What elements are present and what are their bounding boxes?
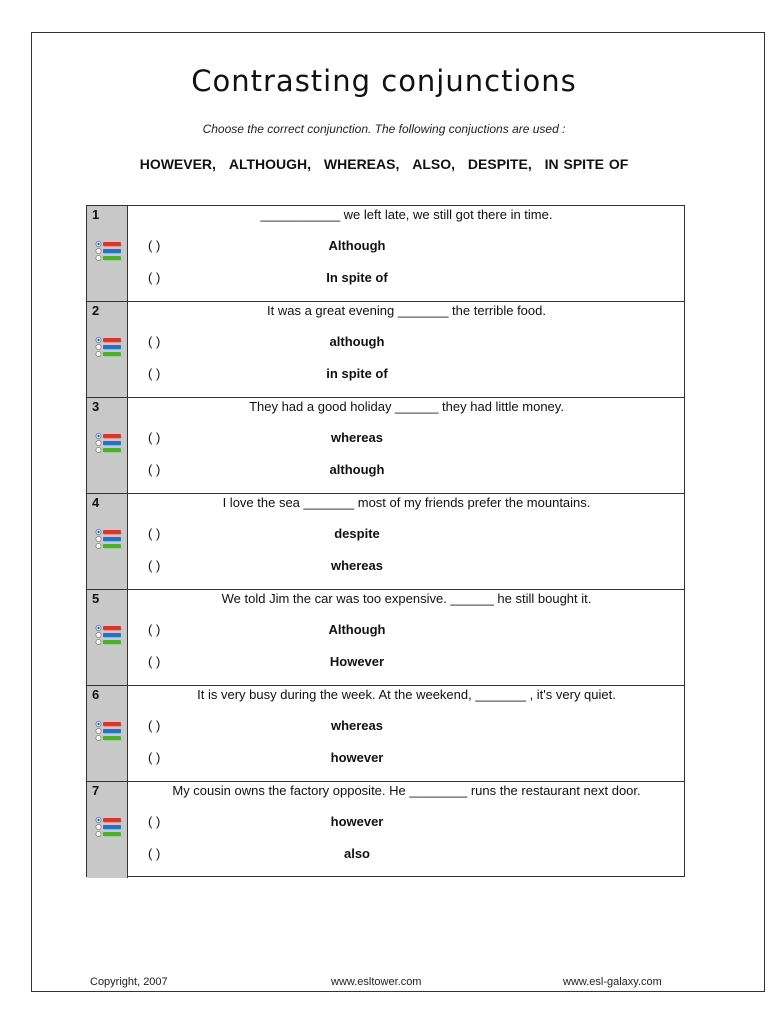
- option-b-radio[interactable]: ( ): [148, 462, 161, 477]
- option-a-label[interactable]: Although: [328, 622, 386, 637]
- question-sentence: It was a great evening _______ the terrible food.: [267, 303, 546, 318]
- conjunction-item: WHEREAS,: [323, 156, 400, 172]
- option-a-label[interactable]: despite: [334, 526, 380, 541]
- multiple-choice-icon: [95, 336, 125, 362]
- question-number: 2: [92, 303, 100, 318]
- multiple-choice-icon: [95, 432, 125, 458]
- multiple-choice-icon: [95, 528, 125, 554]
- question-sentence: They had a good holiday ______ they had little money.: [249, 399, 564, 414]
- question-row: [87, 686, 684, 782]
- option-a-label[interactable]: whereas: [330, 718, 384, 733]
- question-number: 5: [92, 591, 100, 606]
- question-row: [87, 590, 684, 686]
- option-b-radio[interactable]: ( ): [148, 270, 161, 285]
- question-number-cell: [87, 302, 128, 397]
- option-b-radio[interactable]: ( ): [148, 654, 161, 669]
- page-title: Contrasting conjunctions: [191, 64, 577, 98]
- option-b-radio[interactable]: ( ): [148, 366, 161, 381]
- multiple-choice-icon: [95, 624, 125, 650]
- question-row: [87, 302, 684, 398]
- question-number-cell: [87, 494, 128, 589]
- question-number: 7: [92, 783, 100, 798]
- question-sentence: It is very busy during the week. At the weekend, _______ , it's very quiet.: [197, 687, 616, 702]
- question-number: 1: [92, 207, 100, 222]
- option-a-label[interactable]: however: [330, 814, 384, 829]
- option-a-radio[interactable]: ( ): [148, 718, 161, 733]
- question-number: 6: [92, 687, 100, 702]
- option-b-label[interactable]: whereas: [330, 558, 384, 573]
- question-sentence: My cousin owns the factory opposite. He ________ runs the restaurant next door.: [172, 783, 641, 798]
- option-a-radio[interactable]: ( ): [148, 814, 161, 829]
- instruction-text: Choose the correct conjunction. The following conjuctions are used :: [202, 122, 566, 136]
- conjunction-item: ALTHOUGH,: [228, 156, 312, 172]
- multiple-choice-icon: [95, 720, 125, 746]
- conjunction-item: IN SPITE OF: [544, 156, 629, 172]
- question-number-cell: [87, 206, 128, 301]
- multiple-choice-icon: [95, 816, 125, 842]
- question-row: [87, 206, 684, 302]
- question-table: [86, 205, 685, 877]
- question-number-cell: [87, 590, 128, 685]
- conjunction-item: HOWEVER,: [139, 156, 216, 172]
- question-row: [87, 782, 684, 878]
- option-a-label[interactable]: although: [329, 334, 385, 349]
- conjunction-list: [0, 156, 768, 172]
- option-a-radio[interactable]: ( ): [148, 622, 161, 637]
- option-a-radio[interactable]: ( ): [148, 526, 161, 541]
- question-number: 3: [92, 399, 100, 414]
- option-b-label[interactable]: although: [329, 462, 385, 477]
- conjunction-item: DESPITE,: [467, 156, 532, 172]
- option-b-label[interactable]: in spite of: [326, 366, 388, 381]
- option-b-label[interactable]: also: [343, 846, 370, 861]
- option-a-radio[interactable]: ( ): [148, 334, 161, 349]
- option-b-label[interactable]: In spite of: [326, 270, 388, 285]
- question-sentence: We told Jim the car was too expensive. ______ he still bought it.: [221, 591, 592, 606]
- copyright-text: Copyright, 2007: [90, 976, 168, 988]
- question-sentence: I love the sea _______ most of my friends prefer the mountains.: [222, 495, 591, 510]
- question-sentence: ___________ we left late, we still got there in time.: [260, 207, 553, 222]
- option-b-radio[interactable]: ( ): [148, 750, 161, 765]
- question-row: [87, 398, 684, 494]
- question-number: 4: [92, 495, 100, 510]
- multiple-choice-icon: [95, 240, 125, 266]
- option-a-label[interactable]: Although: [328, 238, 386, 253]
- question-number-cell: [87, 398, 128, 493]
- option-b-label[interactable]: However: [329, 654, 385, 669]
- question-number-cell: [87, 782, 128, 878]
- question-number-cell: [87, 686, 128, 781]
- question-row: [87, 494, 684, 590]
- option-a-radio[interactable]: ( ): [148, 238, 161, 253]
- option-a-label[interactable]: whereas: [330, 430, 384, 445]
- option-b-radio[interactable]: ( ): [148, 846, 161, 861]
- footer-link-esltower[interactable]: www.esltower.com: [331, 976, 422, 988]
- option-b-radio[interactable]: ( ): [148, 558, 161, 573]
- option-b-label[interactable]: however: [330, 750, 384, 765]
- conjunction-item: ALSO,: [412, 156, 456, 172]
- option-a-radio[interactable]: ( ): [148, 430, 161, 445]
- footer-link-eslgalaxy[interactable]: www.esl-galaxy.com: [563, 976, 662, 988]
